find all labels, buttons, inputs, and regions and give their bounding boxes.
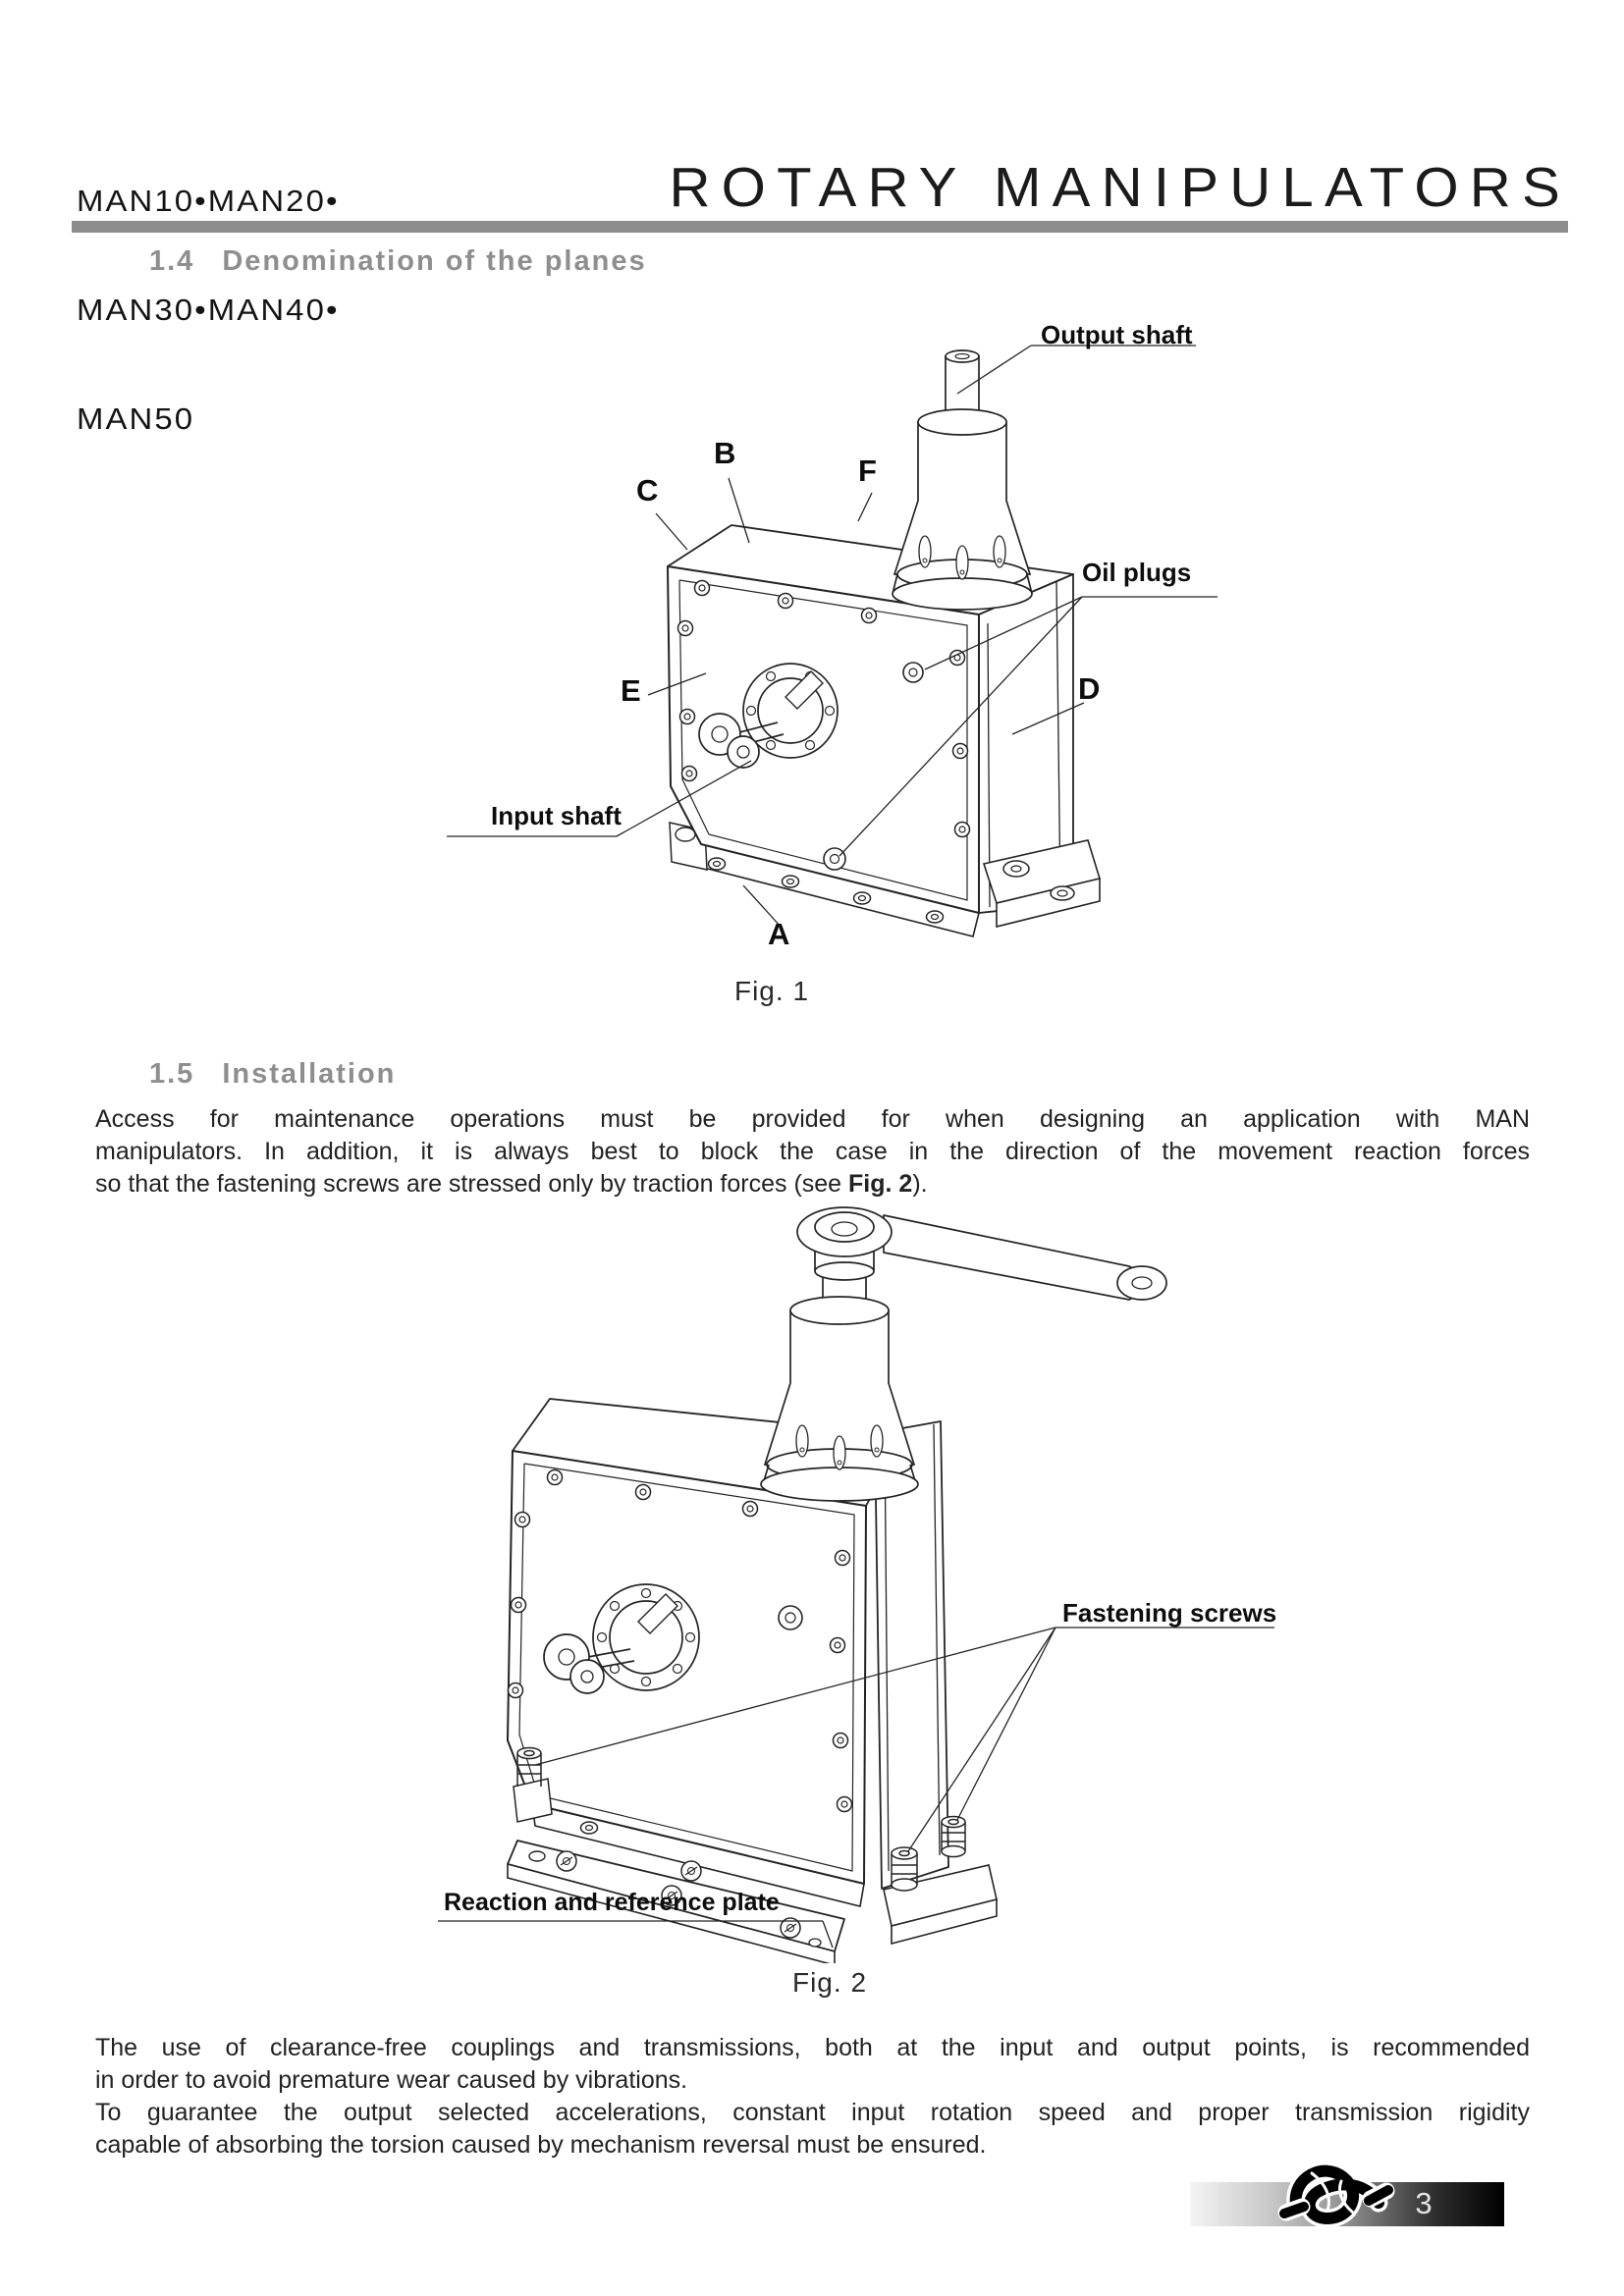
fig1-caption: Fig. 1 <box>733 976 810 1006</box>
paragraph-line: The use of clearance-free couplings and transmissions, both at the input and output points, is recommended <box>95 2034 1530 2061</box>
fig1-label-c: C <box>636 473 659 507</box>
fig1-label-e: E <box>621 673 641 708</box>
figure-reference: Fig. 2 <box>848 1170 913 1198</box>
paragraph-line: To guarantee the output selected accelerations, constant input rotation speed and proper transmission rigidity <box>95 2099 1530 2126</box>
fig1-label-d: D <box>1078 671 1101 706</box>
recommendations-paragraph <box>95 2032 1530 2162</box>
model-line-2: MAN30•MAN40• <box>77 293 340 327</box>
line-segment: ). <box>912 1170 928 1198</box>
section-title: Denomination of the planes <box>222 245 647 277</box>
fig1-label-output-shaft: Output shaft <box>1041 320 1193 349</box>
fig2-label-fastening-screws: Fastening screws <box>1062 1598 1277 1628</box>
section-title: Installation <box>222 1058 397 1090</box>
section-heading-1-5 <box>149 1058 396 1091</box>
header-rule <box>72 221 1568 233</box>
section-number: 1.5 <box>149 1058 195 1090</box>
model-list <box>77 110 340 509</box>
brand-logo-knot-icon <box>1269 2148 1401 2241</box>
paragraph-line: manipulators. In addition, it is always best to block the case in the direction of the movement reaction forces <box>95 1138 1530 1165</box>
fig2-caption: Fig. 2 <box>791 1967 868 1998</box>
fig1-label-b: B <box>714 436 736 470</box>
fig2-technical-drawing <box>324 1168 1316 1963</box>
model-line-3: MAN50 <box>77 401 195 436</box>
section-heading-1-4 <box>149 245 647 278</box>
line-segment: so that the fastening screws are stressed only by traction forces (see <box>95 1170 849 1198</box>
page-number: 3 <box>1415 2186 1433 2220</box>
section-number: 1.4 <box>149 245 195 277</box>
paragraph-line: capable of absorbing the torsion caused by mechanism reversal must be ensured. <box>95 2131 987 2159</box>
fig1-label-f: F <box>858 454 877 488</box>
fig1-label-oil-plugs: Oil plugs <box>1082 558 1192 587</box>
fig2-label-reaction-plate: Reaction and reference plate <box>444 1889 780 1916</box>
paragraph-line: Access for maintenance operations must be provided for when designing an application with MAN <box>95 1105 1530 1133</box>
paragraph-line: in order to avoid premature wear caused by vibrations. <box>95 2066 688 2094</box>
model-line-1: MAN10•MAN20• <box>77 184 340 218</box>
fig1-label-input-shaft: Input shaft <box>491 801 622 830</box>
page-title: ROTARY MANIPULATORS <box>669 156 1571 219</box>
fig1-technical-drawing <box>324 285 1267 972</box>
fig1-label-a: A <box>768 917 790 951</box>
